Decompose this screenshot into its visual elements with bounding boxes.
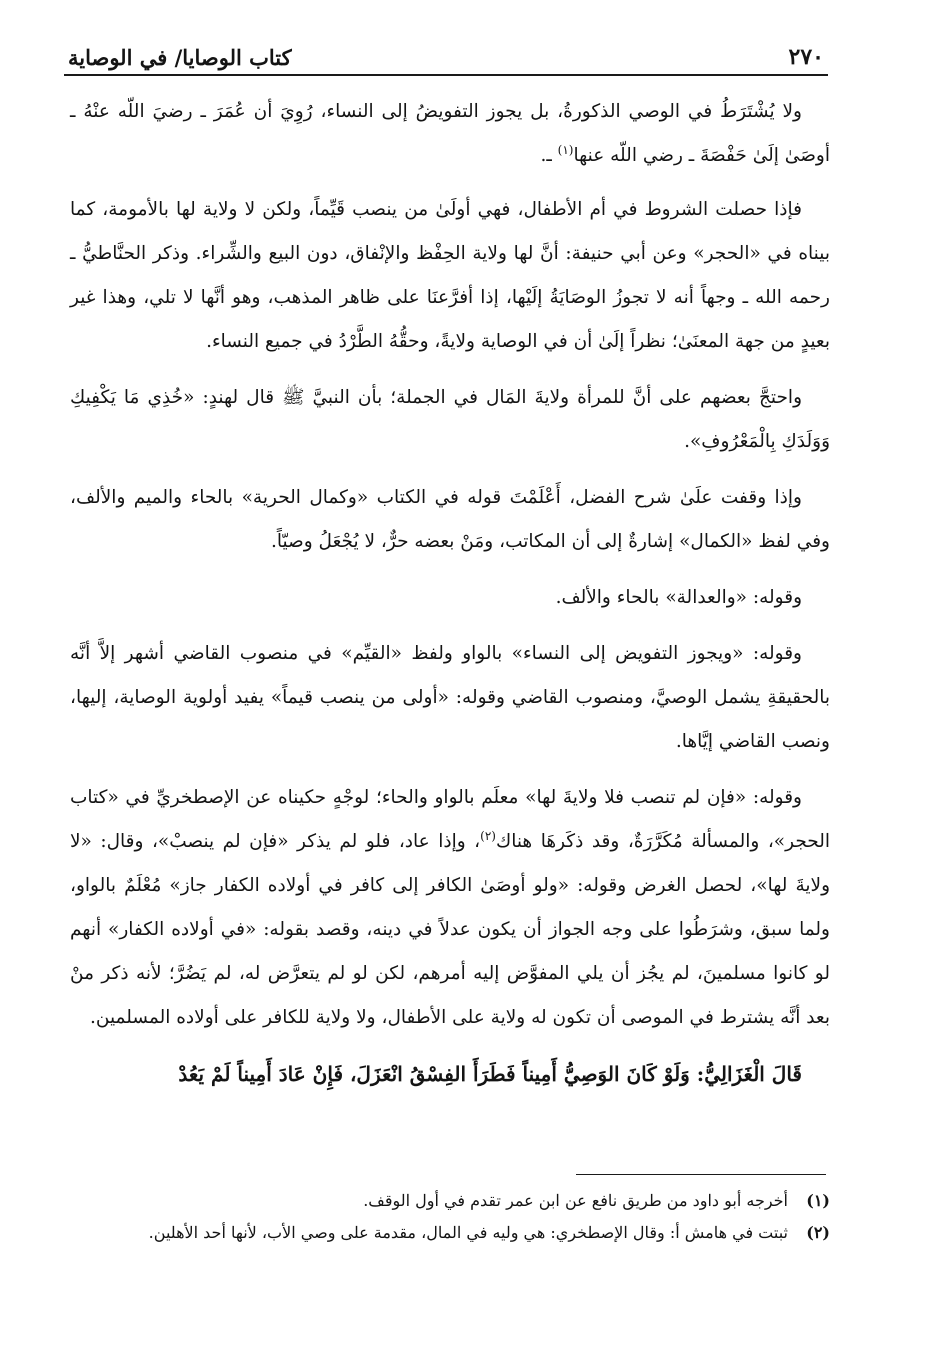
paragraph-4: وإذا وقفت علَىٰ شرح الفضل، أَعْلَمْتَ قوله في الكتاب «وكمال الحرية» بالحاء والميم والألف، وفي لفظ «الكمال» إشارةٌ إلى أن المكاتب، ومَنْ بعضه حرٌّ، لا يُجْعَلُ وصيّاً. <box>70 487 830 552</box>
book-page <box>70 36 830 1336</box>
footnote-ref-1: (١) <box>557 142 574 157</box>
paragraph-1-end: ـ. <box>540 145 558 166</box>
main-text <box>70 90 830 1096</box>
running-title: كتاب الوصايا/ في الوصاية <box>68 45 292 70</box>
paragraph-5: وقوله: «والعدالة» بالحاء والألف. <box>555 587 802 608</box>
paragraph-2: فإذا حصلت الشروط في أم الأطفال، فهي أولَىٰ من ينصب قَيِّماً، ولكن لا ولاية لها بالأمومة، كما بيناه في «الحجر» وعن أبي حنيفة: أنَّ لها ولاية الحِفْظ والإنْفاق، دون البيع والشِّراء. وذكر الحنَّاطيُّ ـ رحمه الله ـ وجهاً أنه لا تجوزُ الوصَايَةُ إلَيْها، إذا أفرَّعنَا على ظاهر المذهب، وهو أنَّها لا تلي، وهذا غير بعيدٍ من جهة المعنَىٰ؛ نظراً إلَىٰ أن في الوصاية ولايةً، وحقُّهُ الطَّرْدُ في جميع النساء. <box>70 199 830 352</box>
paragraph-3: واحتجَّ بعضهم على أنَّ للمرأة ولايةَ المَال في الجملة؛ بأن النبيَّ ﷺ قال لهندٍ: «خُذِي مَا يَكْفِيكِ وَوَلَدَكِ بِالْمَعْرُوفِ». <box>70 387 830 452</box>
paragraph-1 <box>70 90 830 178</box>
footnote-divider <box>576 1174 826 1175</box>
page-number: ٢٧٠ <box>788 44 824 70</box>
paragraph-7-text-a: وقوله: «فإن لم تنصب فلا ولايةَ لها» معلَم بالواو والحاء؛ لوجْهٍ حكيناه عن الإصطخريِّ في «كتاب الحجر»، والمسألة مُكَرَّرَةٌ، وقد ذكَرهَا هناك <box>70 787 830 852</box>
page-header <box>64 36 828 76</box>
footnote-number: (٢) <box>806 1223 830 1242</box>
footnote-2 <box>70 1218 830 1248</box>
footnote-ref-2: (٢) <box>480 828 496 843</box>
paragraph-7-text-b: ، وإذا عاد، فلو لم يذكر «فإن لم ينصبْ»، وقال: «لا ولايةَ لها»، لحصل الغرض وقوله: «ولو أوصَىٰ الكافر إلى كافر في أولاده الكفار جاز» مُعْلَمٌ بالواو، ولما سبق، وشرَطُوا على وجه الجواز أن يكون عدلاً في دينه، وقصد بقوله: «في أولاده الكفار» أنهم لو كانوا مسلمينَ، لم يجُز أن يلي المفوَّض إليه أمرهم، لكن لو لم يتعرَّض له، لم يَضُرَّ؛ لأنه ذكر منْ بعد أنَّه يشترط في الموصى أن تكون له ولاية على الأطفال، ولا ولاية للكافر على أولاده المسلمين. <box>70 831 830 1028</box>
paragraph-7 <box>70 776 830 1040</box>
paragraph-1-text: ولا يُشْتَرَطُ في الوصي الذكورةُ، بل يجوز التفويضُ إلى النساء، رُوِيَ أن عُمَرَ ـ رضيَ اللّه عنْهُ ـ أوصَىٰ إلَىٰ حَفْصَةَ ـ رضي اللّه عنها <box>70 101 830 166</box>
footnote-1 <box>70 1186 830 1216</box>
footnote-number: (١) <box>806 1191 830 1210</box>
footnote-text: أخرجه أبو داود من طريق نافع عن ابن عمر تقدم في أول الوقف. <box>363 1191 788 1210</box>
paragraph-6: وقوله: «ويجوز التفويض إلى النساء» بالواو ولفظ «القيِّم» في منصوب القاضي أشهر إلاَّ أنَّه بالحقيقةِ يشمل الوصيَّ، ومنصوب القاضي وقوله: «أولى من ينصب قيماً» يفيد أولوية الوصاية، إليها، ونصب القاضي إيَّاها. <box>70 643 830 752</box>
footnotes <box>70 1186 830 1250</box>
footnote-text: ثبتت في هامش أ: وقال الإصطخري: هي وليه في المال، مقدمة على وصي الأب، لأنها أحد الأهلين. <box>148 1223 788 1242</box>
ghazali-quote: قَالَ الْغَزَالِيُّ: وَلَوْ كَانَ الوَصِيُّ أَمِيناً فَطَرَأَ الفِسْقُ انْعَزَلَ، فَإِنْ عَادَ أَمِيناً لَمْ يَعُدْ <box>178 1062 802 1086</box>
